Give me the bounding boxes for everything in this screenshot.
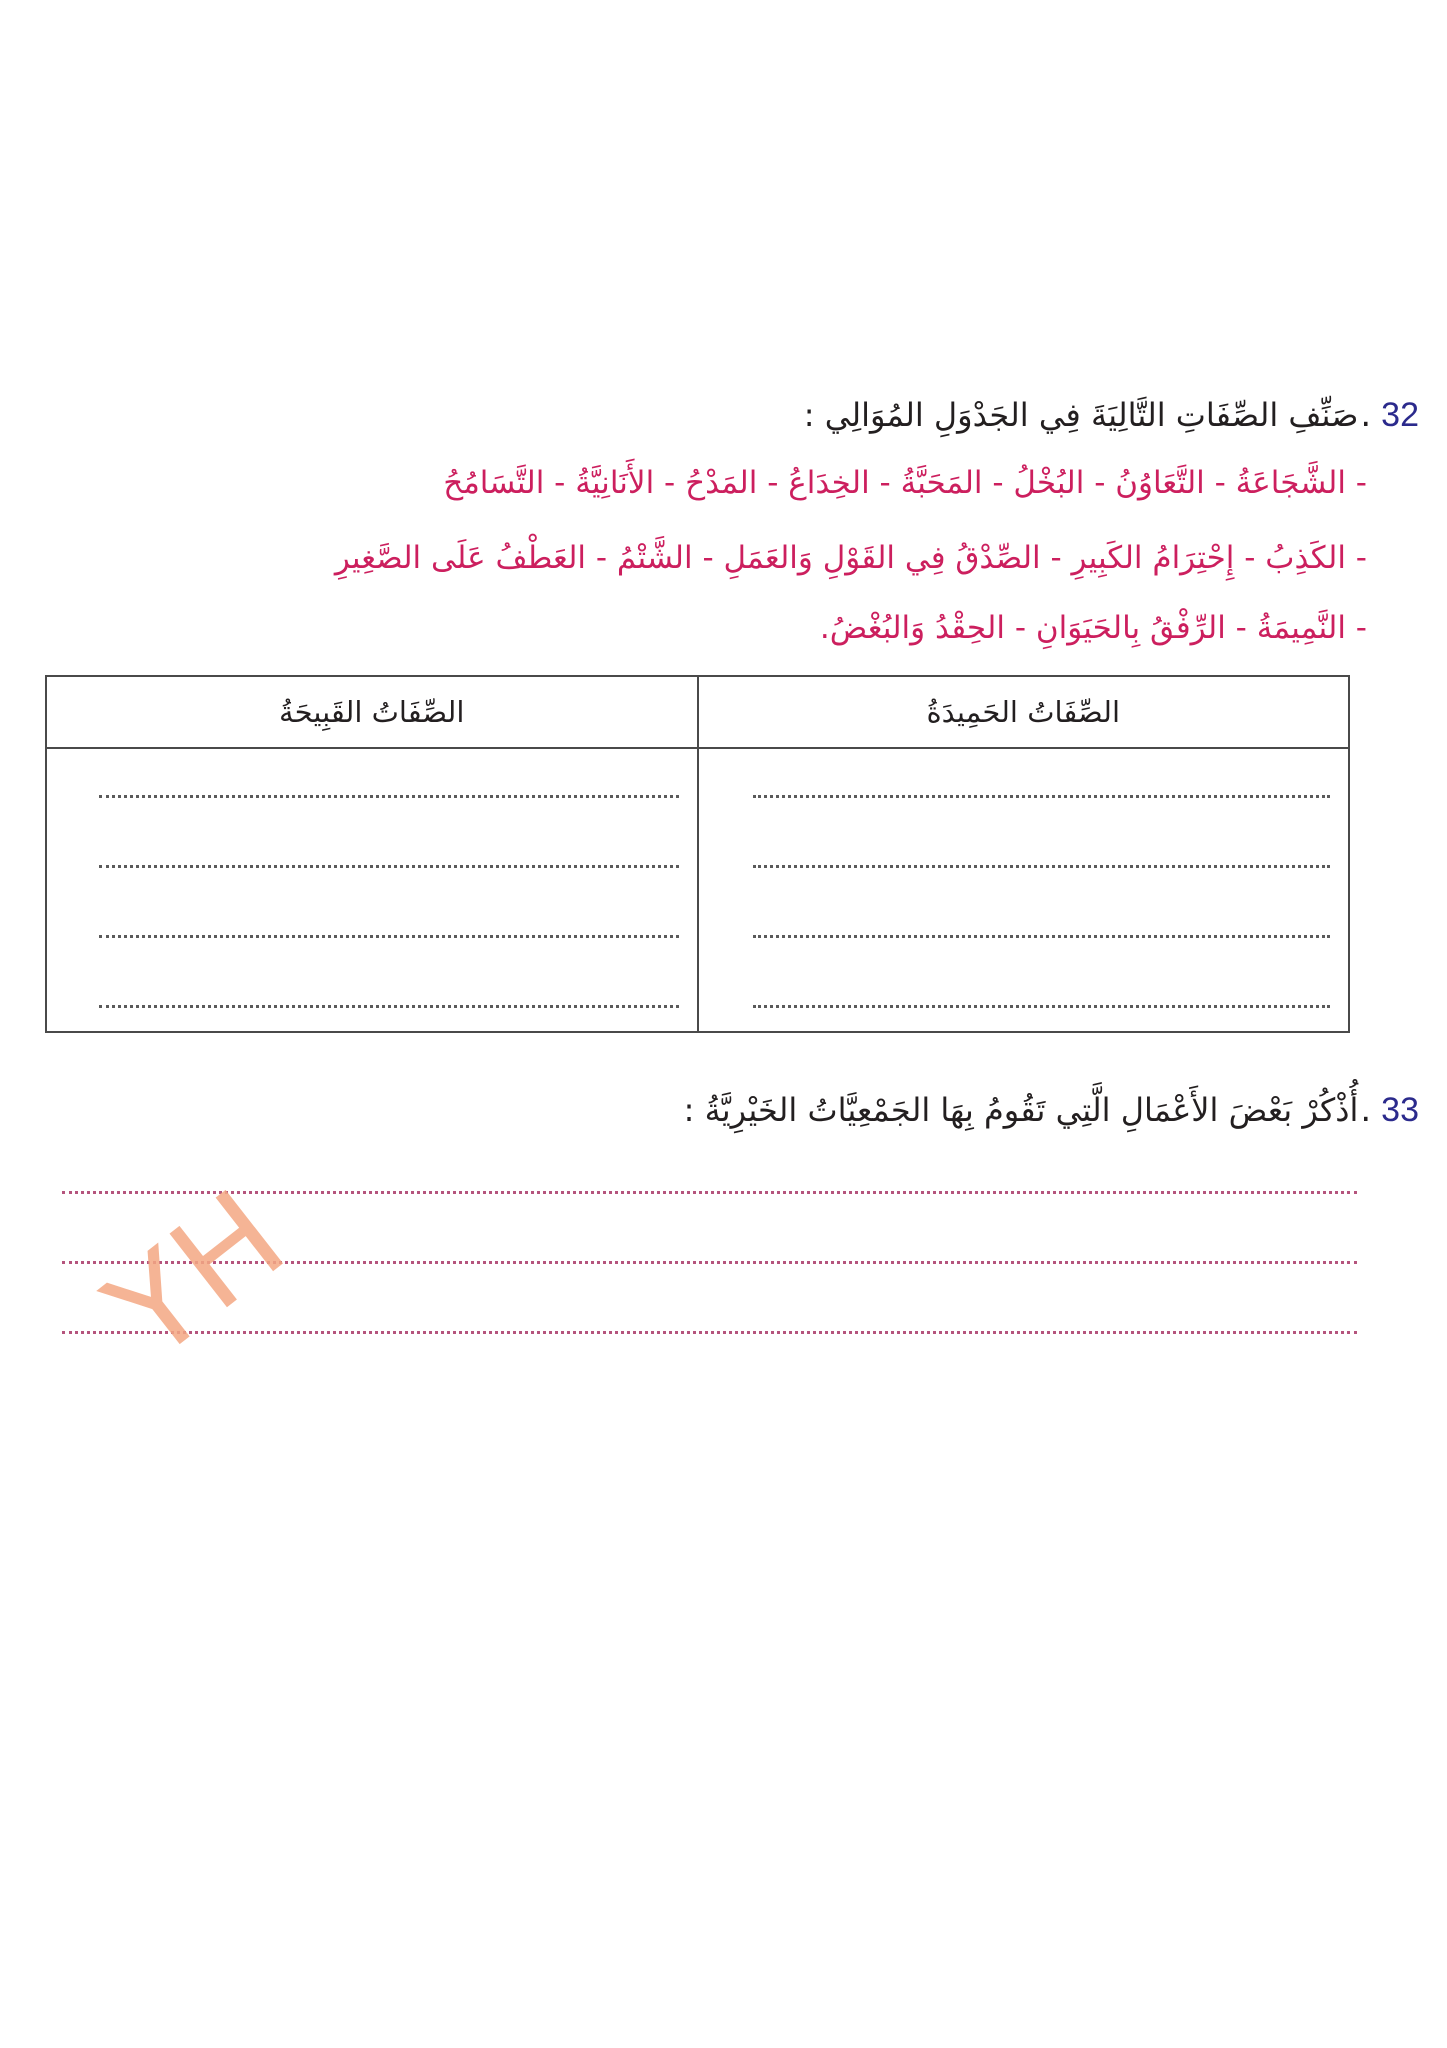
question-33-answer-line[interactable] [62, 1187, 1357, 1194]
word-list-line-1: - الشَّجَاعَةُ - التَّعَاوُنُ - البُخْلُ - المَحَبَّةُ - الخِدَاعُ - المَدْحُ - الأَنَانِيَّةُ - التَّسَامُحُ [443, 465, 1367, 501]
question-33-number: 33 [1381, 1091, 1419, 1129]
watermark: YH [81, 1161, 314, 1389]
question-32-prompt: صَنِّفِ الصِّفَاتِ التَّالِيَةَ فِي الجَدْوَلِ المُوَالِي : [803, 396, 1359, 434]
answer-dotted-line[interactable] [99, 931, 679, 938]
question-33-answer-line[interactable] [62, 1327, 1357, 1334]
question-33-header [684, 1090, 1419, 1130]
bad-traits-header: الصِّفَاتُ القَبِيحَةُ [47, 677, 697, 749]
answer-dotted-line[interactable] [753, 861, 1331, 868]
classification-table [45, 675, 1350, 1033]
bad-traits-column [47, 677, 699, 1031]
answer-dotted-line[interactable] [753, 791, 1331, 798]
question-32-number-dot: . [1360, 395, 1372, 435]
answer-dotted-line[interactable] [99, 861, 679, 868]
word-list-line-2: - الكَذِبُ - إِحْتِرَامُ الكَبِيرِ - الصِّدْقُ فِي القَوْلِ وَالعَمَلِ - الشَّتْمُ - العَطْفُ عَلَى الصَّغِيرِ [334, 540, 1367, 576]
good-traits-answer-area [699, 749, 1349, 1031]
answer-dotted-line[interactable] [753, 1001, 1331, 1008]
good-traits-column [699, 677, 1349, 1031]
word-list-line-3: - النَّمِيمَةُ - الرِّفْقُ بِالحَيَوَانِ - الحِقْدُ وَالبُغْضُ. [819, 610, 1367, 646]
bad-traits-answer-area [47, 749, 697, 1031]
question-33-number-dot: . [1360, 1090, 1372, 1130]
good-traits-header: الصِّفَاتُ الحَمِيدَةُ [699, 677, 1349, 749]
answer-dotted-line[interactable] [99, 791, 679, 798]
question-32-number: 32 [1381, 396, 1419, 434]
question-32-header [804, 395, 1419, 435]
question-33-prompt: أُذْكُرْ بَعْضَ الأَعْمَالِ الَّتِي تَقُومُ بِهَا الجَمْعِيَّاتُ الخَيْرِيَّةُ : [683, 1091, 1359, 1129]
answer-dotted-line[interactable] [753, 931, 1331, 938]
answer-dotted-line[interactable] [99, 1001, 679, 1008]
